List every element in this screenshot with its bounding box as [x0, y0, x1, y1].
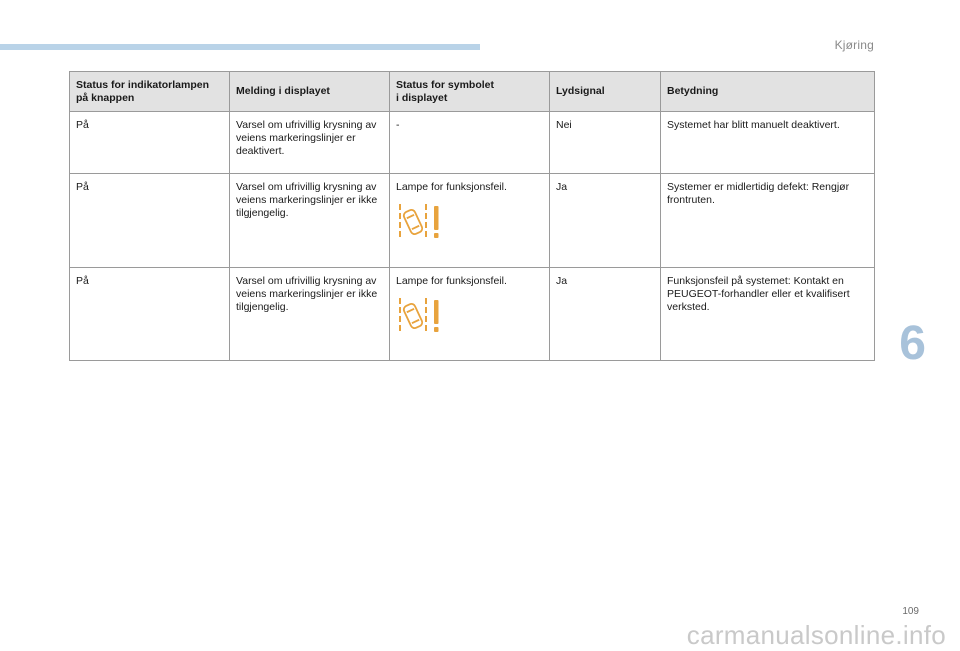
cell-meaning: Systemer er midlertidig defekt: Rengjør frontruten. [661, 174, 875, 268]
column-header-sound: Lydsignal [550, 72, 661, 112]
cell-lamp: På [70, 112, 230, 174]
column-header-meaning: Betydning [661, 72, 875, 112]
header-accent-bar [0, 44, 480, 50]
table-row [70, 112, 875, 174]
cell-message: Varsel om ufrivillig krysning av veiens markeringslinjer er deaktivert. [230, 112, 390, 174]
cell-sound: Nei [550, 112, 661, 174]
cell-sound: Ja [550, 268, 661, 361]
cell-symbol [390, 174, 550, 268]
section-title: Kjøring [834, 38, 874, 52]
symbol-text: Lampe for funksjonsfeil. [396, 181, 507, 193]
cell-symbol [390, 268, 550, 361]
column-header-symbol-status: Status for symbolet i displayet [390, 72, 550, 112]
lane-departure-warning-icon [396, 202, 442, 242]
cell-symbol: - [390, 112, 550, 174]
indicator-status-table [69, 71, 875, 361]
symbol-text: Lampe for funksjonsfeil. [396, 275, 507, 287]
column-header-display-message: Melding i displayet [230, 72, 390, 112]
lane-departure-warning-icon [396, 296, 442, 336]
cell-message: Varsel om ufrivillig krysning av veiens markeringslinjer er ikke tilgjengelig. [230, 268, 390, 361]
cell-message: Varsel om ufrivillig krysning av veiens markeringslinjer er ikke tilgjengelig. [230, 174, 390, 268]
cell-lamp: På [70, 268, 230, 361]
chapter-number: 6 [899, 317, 926, 370]
table-header-row [70, 72, 875, 112]
table-row [70, 174, 875, 268]
cell-meaning: Funksjonsfeil på systemet: Kontakt en PEUGEOT-forhandler eller et kvalifisert verksted. [661, 268, 875, 361]
page-number: 109 [902, 606, 919, 617]
watermark: carmanualsonline.info [686, 620, 946, 650]
cell-lamp: På [70, 174, 230, 268]
cell-sound: Ja [550, 174, 661, 268]
cell-meaning: Systemet har blitt manuelt deaktivert. [661, 112, 875, 174]
column-header-lamp-status: Status for indikatorlampen på knappen [70, 72, 230, 112]
table-row [70, 268, 875, 361]
